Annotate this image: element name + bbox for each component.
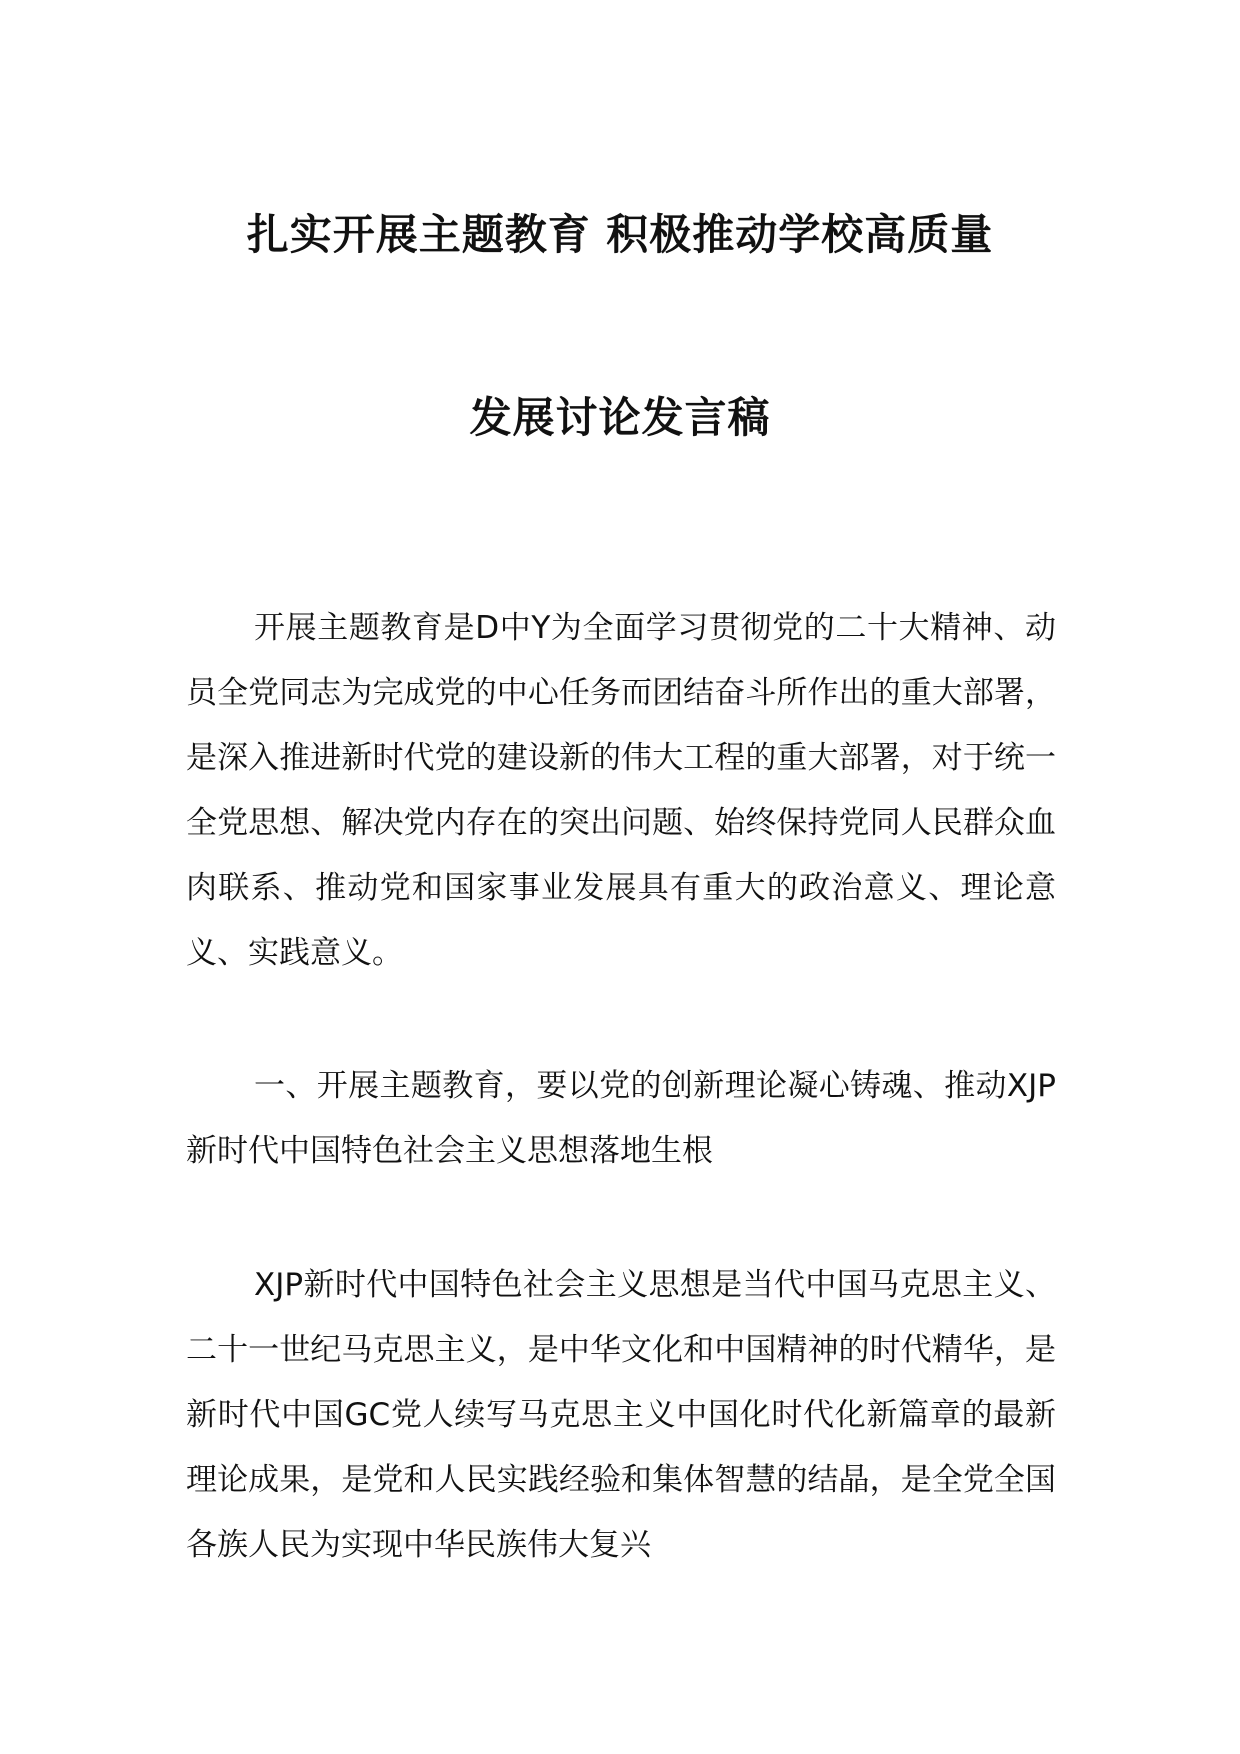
body-paragraph-2: XJP新时代中国特色社会主义思想是当代中国马克思主义、二十一世纪马克思主义，是中华文化和中国精神的时代精华，是新时代中国GC党人续写马克思主义中国化时代化新篇章的最新理论成果，是党和人民实践经验和集体智慧的结晶，是全党全国各族人民为实现中华民族伟大复兴 [186, 1267, 1056, 1563]
document-title-line-2: 发展讨论发言稿 [469, 393, 771, 442]
intro-paragraph: 开展主题教育是D中Y为全面学习贯彻党的二十大精神、动员全党同志为完成党的中心任务而团结奋斗所作出的重大部署，是深入推进新时代党的建设新的伟大工程的重大部署，对于统一全党思想、解决党内存在的突出问题、始终保持党同人民群众血肉联系、推动党和国家事业发展具有重大的政治意义、理论意义、实践意义。 [186, 610, 1056, 971]
section-heading-1: 一、开展主题教育，要以党的创新理论凝心铸魂、推动XJP新时代中国特色社会主义思想落地生根 [186, 1068, 1056, 1169]
document-title-line-1: 扎实开展主题教育 积极推动学校高质量 [246, 210, 994, 259]
